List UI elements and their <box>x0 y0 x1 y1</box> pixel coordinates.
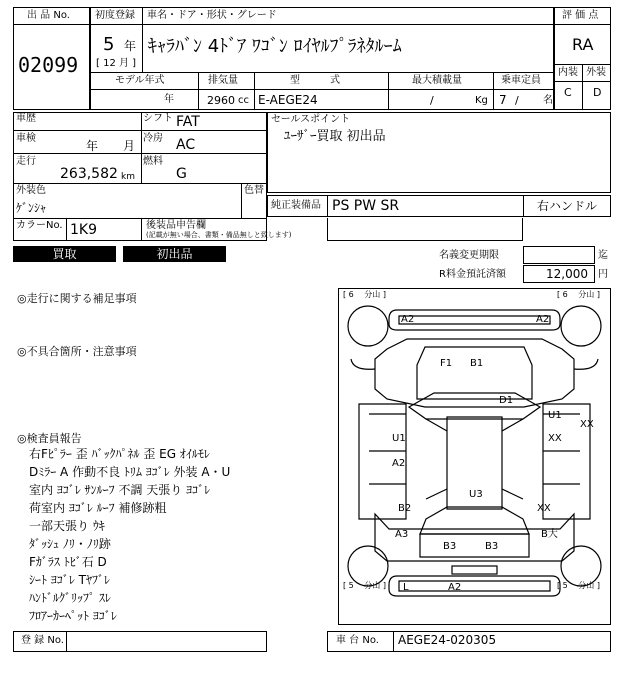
handle-value: 右ハンドル <box>537 199 598 213</box>
interior-label: 内装 <box>558 67 578 78</box>
mark-xx-right-2: XX <box>537 503 551 514</box>
inspector-line: 荷室内 ﾖｺﾞﾚ ﾙｰﾌ 補修跡粗 <box>29 501 167 515</box>
inspector-line: 右Fﾋﾟﾗｰ 歪 ﾊﾞｯｸﾊﾟﾈﾙ 歪 EG ｵｲﾙﾓﾚ <box>29 447 210 461</box>
registration-year: 5 <box>103 34 115 55</box>
mileage-value: 263,582 <box>60 166 118 182</box>
chassis-number-value: AEGE24-020305 <box>398 633 497 647</box>
capacity-unit: 名 <box>543 95 553 106</box>
color-value: ｹﾞﾝｼｬ <box>16 201 47 215</box>
registration-year-unit: 年 <box>124 39 137 53</box>
lot-number-label: 出 品 No. <box>27 10 70 21</box>
name-change-label: 名義変更期限 <box>439 250 499 261</box>
color-label: 外装色 <box>16 185 46 196</box>
mark-a2-front-right: A2 <box>536 314 550 325</box>
max-load-unit: Kg <box>475 95 488 106</box>
mark-l: L <box>403 582 409 593</box>
recycle-unit: 円 <box>598 269 608 280</box>
mileage-unit: km <box>121 172 135 182</box>
equipment-label: 純正装備品 <box>271 200 321 211</box>
ac-value: AC <box>176 137 196 153</box>
mark-a2-rear: A2 <box>448 582 462 593</box>
hood-outline <box>375 339 574 407</box>
inspector-line: Dﾐﾗｰ A 作動不良 ﾄﾘﾑ ﾖｺﾞﾚ 外装 A・U <box>29 465 231 479</box>
grade-value: RA <box>572 35 594 54</box>
inspection-year: 年 <box>86 139 99 153</box>
aftermarket-note: (記載が無い場合、書類・備品無しと致します) <box>146 231 292 239</box>
sales-point-label: セールスポイント <box>271 114 351 125</box>
mark-b3-left: B3 <box>443 541 457 552</box>
name-change-unit: 迄 <box>598 250 608 261</box>
tire-tread-rear-right: [ 5 分山 ] <box>557 581 600 590</box>
aftermarket-label: 後装品申告欄 <box>146 220 206 231</box>
inspector-line: ｼｰﾄ ﾖｺﾞﾚ Tﾔﾌﾞﾚ <box>29 573 110 587</box>
tag-first-listing: 初出品 <box>123 246 226 262</box>
mark-b2: B2 <box>398 503 412 514</box>
mark-a2-front-left: A2 <box>401 314 415 325</box>
registration-number-label: 登 録 No. <box>21 635 64 646</box>
mark-u1-left: U1 <box>392 433 406 444</box>
inspector-line: 室内 ﾖｺﾞﾚ ｻﾝﾙｰﾌ 不調 天張り ﾖｺﾞﾚ <box>29 483 211 497</box>
tag-buyback: 買取 <box>13 246 116 262</box>
tire-rear-left <box>348 546 388 586</box>
tire-front-right <box>561 306 601 346</box>
tire-front-left <box>348 306 388 346</box>
inspector-line: ﾊﾝﾄﾞﾙｸﾞﾘｯﾌﾟ ｽﾚ <box>29 591 111 605</box>
color-number-label: カラーNo. <box>16 220 63 231</box>
inspector-line: ﾌﾛｱｰｶｰﾍﾟｯﾄ ﾖｺﾞﾚ <box>29 609 117 623</box>
max-load-slash: / <box>430 94 434 107</box>
mark-b1: B1 <box>470 358 484 369</box>
windshield <box>409 393 540 419</box>
model-year-label: モデル年式 <box>115 75 165 86</box>
rear-window <box>420 507 529 534</box>
equipment-value: PS PW SR <box>332 198 400 214</box>
type-label: 型 式 <box>290 75 340 86</box>
recycle-label: R料金預託済額 <box>439 269 506 280</box>
tire-rear-right <box>561 546 601 586</box>
capacity-value: 7 <box>499 93 507 107</box>
mark-xx-right-1: XX <box>548 433 562 444</box>
sales-point-value: ﾕｰｻﾞｰ買取 初出品 <box>284 129 386 144</box>
defects-heading: ◎不具合箇所・注意事項 <box>17 345 137 358</box>
displacement-value: 2960 <box>207 94 235 107</box>
exterior-label: 外装 <box>586 67 606 78</box>
recycle-value: 12,000 <box>546 267 588 281</box>
inspector-heading: ◎検査員報告 <box>17 432 82 445</box>
tire-tread-front-right: [ 6 分山 ] <box>557 290 600 299</box>
driving-notes-heading: ◎走行に関する補足事項 <box>17 292 137 305</box>
exterior-grade: D <box>593 86 602 99</box>
car-diagram <box>338 288 611 625</box>
mark-a2-left: A2 <box>392 458 406 469</box>
ac-label: 冷房 <box>143 133 163 144</box>
model-year-unit: 年 <box>164 94 174 105</box>
mark-u3: U3 <box>469 489 483 500</box>
displacement-unit: cc <box>238 95 249 106</box>
inspector-line: 一部天張り ｳｷ <box>29 519 105 533</box>
mark-d1: D1 <box>499 395 514 406</box>
fuel-label: 燃料 <box>143 156 163 167</box>
name-change-box <box>523 246 595 264</box>
tire-tread-rear-left: [ 5 分山 ] <box>343 581 386 590</box>
inspection-month: 月 <box>123 139 136 153</box>
shift-value: FAT <box>176 114 200 130</box>
model-code: E-AEGE24 <box>258 93 318 107</box>
capacity-label: 乗車定員 <box>501 75 541 86</box>
rear-bumper <box>389 576 560 596</box>
inspector-line: Fｶﾞﾗｽ ﾄﾋﾞ石 D <box>29 555 107 569</box>
interior-grade: C <box>564 86 572 99</box>
color-change-label: 色替 <box>244 185 264 196</box>
inspector-line: ﾀﾞｯｼｭ ﾉﾘ・ﾉﾘ跡 <box>29 537 111 551</box>
car-name: ｷｬﾗﾊﾞﾝ 4ﾄﾞｱ ﾜｺﾞﾝ ﾛｲﾔﾙﾌﾟﾗﾈﾀﾙｰﾑ <box>148 36 402 57</box>
mark-f1: F1 <box>440 358 453 369</box>
history-label: 車歴 <box>16 113 36 124</box>
inspection-label: 車検 <box>16 133 36 144</box>
color-number-value: 1K9 <box>70 222 97 238</box>
equipment-extra-box <box>327 218 523 241</box>
displacement-label: 排気量 <box>208 75 238 86</box>
tire-tread-front-left: [ 6 分山 ] <box>343 290 386 299</box>
chassis-number-label: 車 台 No. <box>336 635 379 646</box>
car-name-label: 車名・ドア・形状・グレード <box>147 10 277 21</box>
grade-label: 評 価 点 <box>562 10 599 21</box>
registration-month: [ 12 月 ] <box>96 58 137 69</box>
capacity-slash: / <box>515 94 519 107</box>
mark-a3: A3 <box>395 529 409 540</box>
lot-number: 02099 <box>18 53 79 77</box>
front-bumper <box>389 310 560 330</box>
mark-xx-far-right: XX <box>580 419 594 430</box>
max-load-label: 最大積載量 <box>412 75 462 86</box>
mileage-label: 走行 <box>16 156 36 167</box>
mark-u1-right: U1 <box>548 410 562 421</box>
first-registration-label: 初度登録 <box>95 10 135 21</box>
mark-b3-right: B3 <box>485 541 499 552</box>
fuel-value: G <box>176 166 187 182</box>
license-plate <box>452 566 497 574</box>
mark-b-large: B大 <box>541 529 558 540</box>
shift-label: シフト <box>143 113 173 124</box>
